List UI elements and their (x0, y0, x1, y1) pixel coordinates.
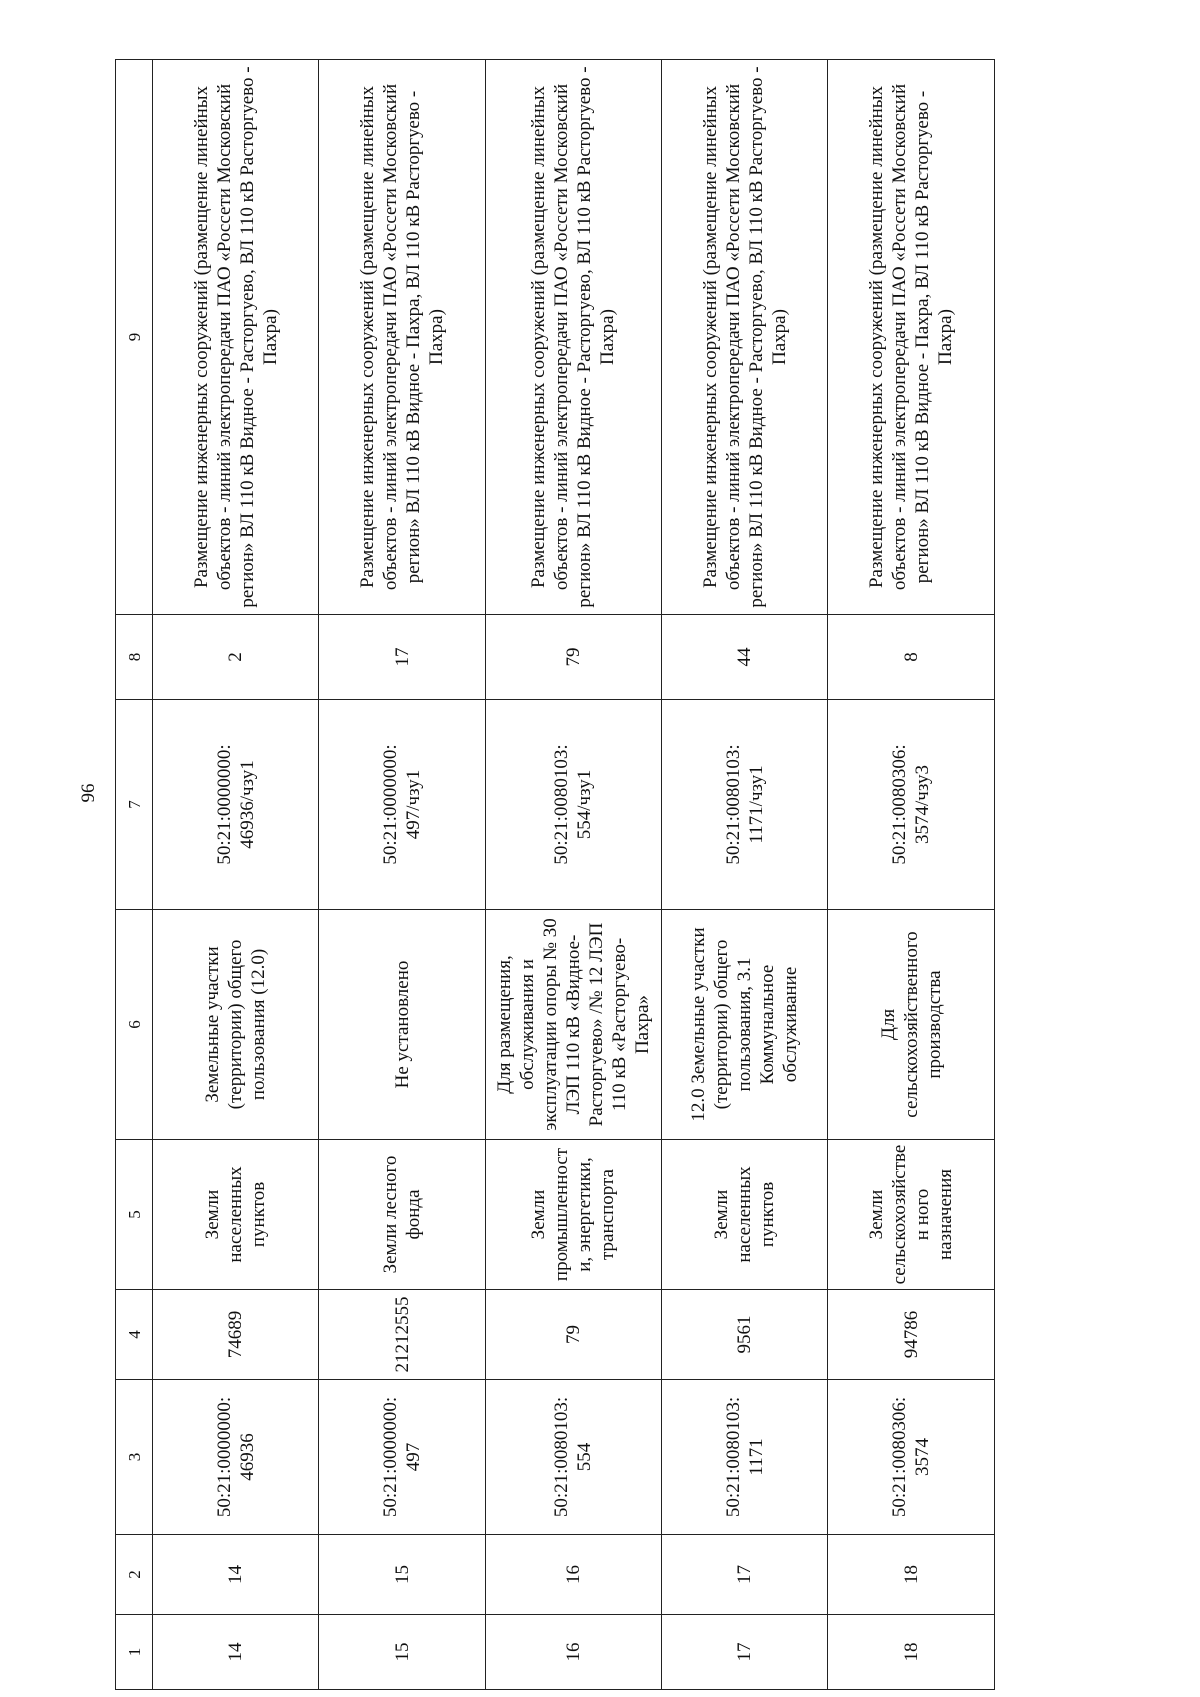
table-row (319, 60, 485, 1690)
cell-row-number: 18 (828, 1615, 995, 1690)
cell-part-number: 50:21:0080306: 3574/чзу3 (828, 700, 995, 910)
cell-cadastral-number: 50:21:0080103: 1171 (662, 1380, 828, 1535)
cell-area: 79 (485, 1290, 661, 1380)
column-header: 3 (116, 1380, 153, 1535)
cell-row-number: 16 (485, 1615, 661, 1690)
cell-purpose: Размещение инженерных сооружений (размещение линейных объектов - линий электропередачи ПАО «Россети Московский регион» ВЛ 110 кВ Видное - Расторгуево, ВЛ 110 кВ Расторгуево - Пахра) (662, 60, 828, 615)
cell-row-number: 17 (662, 1615, 828, 1690)
cell-permitted-use: Для сельскохозяйственного производства (828, 910, 995, 1140)
cell-purpose: Размещение инженерных сооружений (размещение линейных объектов - линий электропередачи ПАО «Россети Московский регион» ВЛ 110 кВ Видное - Пахра, ВЛ 110 кВ Расторгуево - Пахра) (828, 60, 995, 615)
cell-permitted-use: Для размещения, обслуживания и эксплуатации опоры № 30 ЛЭП 110 кВ «Видное-Расторгуево» /№ 12 ЛЭП 110 кВ «Расторгуево-Пахра» (485, 910, 661, 1140)
rotated-table-wrapper (115, 60, 995, 1690)
column-header: 6 (116, 910, 153, 1140)
column-header: 9 (116, 60, 153, 615)
cell-land-category: Земли населенных пунктов (153, 1140, 319, 1290)
header-row (116, 60, 153, 1690)
cell-permitted-use: Земельные участки (территории) общего пользования (12.0) (153, 910, 319, 1140)
table-row (153, 60, 319, 1690)
table-row (828, 60, 995, 1690)
cell-land-category: Земли населенных пунктов (662, 1140, 828, 1290)
cell-purpose: Размещение инженерных сооружений (размещение линейных объектов - линий электропередачи ПАО «Россети Московский регион» ВЛ 110 кВ Видное - Расторгуево, ВЛ 110 кВ Расторгуево - Пахра) (485, 60, 661, 615)
page-number: 96 (78, 783, 99, 803)
cell-part-area: 44 (662, 615, 828, 700)
table-row (485, 60, 661, 1690)
column-header: 5 (116, 1140, 153, 1290)
cell-part-area: 79 (485, 615, 661, 700)
cell-item-number: 15 (319, 1535, 485, 1615)
cell-item-number: 16 (485, 1535, 661, 1615)
cell-land-category: Земли лесного фонда (319, 1140, 485, 1290)
cell-area: 94786 (828, 1290, 995, 1380)
land-plots-table (115, 59, 995, 1690)
cell-permitted-use: 12.0 Земельные участки (территории) общего пользования, 3.1 Коммунальное обслуживание (662, 910, 828, 1140)
column-header: 2 (116, 1535, 153, 1615)
cell-purpose: Размещение инженерных сооружений (размещение линейных объектов - линий электропередачи ПАО «Россети Московский регион» ВЛ 110 кВ Видное - Расторгуево, ВЛ 110 кВ Расторгуево - Пахра) (153, 60, 319, 615)
cell-part-number: 50:21:0000000: 46936/чзу1 (153, 700, 319, 910)
cell-cadastral-number: 50:21:0000000: 497 (319, 1380, 485, 1535)
cell-row-number: 15 (319, 1615, 485, 1690)
column-header: 7 (116, 700, 153, 910)
cell-part-number: 50:21:0080103: 1171/чзу1 (662, 700, 828, 910)
cell-area: 74689 (153, 1290, 319, 1380)
cell-part-number: 50:21:0080103: 554/чзу1 (485, 700, 661, 910)
cell-part-area: 2 (153, 615, 319, 700)
column-header: 1 (116, 1615, 153, 1690)
cell-land-category: Земли промышленности, энергетики, транспорта (485, 1140, 661, 1290)
cell-item-number: 17 (662, 1535, 828, 1615)
cell-land-category: Земли сельскохозяйствен ного назначения (828, 1140, 995, 1290)
cell-cadastral-number: 50:21:0000000: 46936 (153, 1380, 319, 1535)
cell-purpose: Размещение инженерных сооружений (размещение линейных объектов - линий электропередачи ПАО «Россети Московский регион» ВЛ 110 кВ Видное - Пахра, ВЛ 110 кВ Расторгуево - Пахра) (319, 60, 485, 615)
cell-permitted-use: Не установлено (319, 910, 485, 1140)
cell-area: 21212555 (319, 1290, 485, 1380)
cell-part-number: 50:21:0000000: 497/чзу1 (319, 700, 485, 910)
cell-part-area: 17 (319, 615, 485, 700)
cell-part-area: 8 (828, 615, 995, 700)
column-header: 4 (116, 1290, 153, 1380)
cell-item-number: 18 (828, 1535, 995, 1615)
cell-cadastral-number: 50:21:0080306: 3574 (828, 1380, 995, 1535)
cell-area: 9561 (662, 1290, 828, 1380)
table-row (662, 60, 828, 1690)
cell-cadastral-number: 50:21:0080103: 554 (485, 1380, 661, 1535)
column-header: 8 (116, 615, 153, 700)
cell-row-number: 14 (153, 1615, 319, 1690)
cell-item-number: 14 (153, 1535, 319, 1615)
